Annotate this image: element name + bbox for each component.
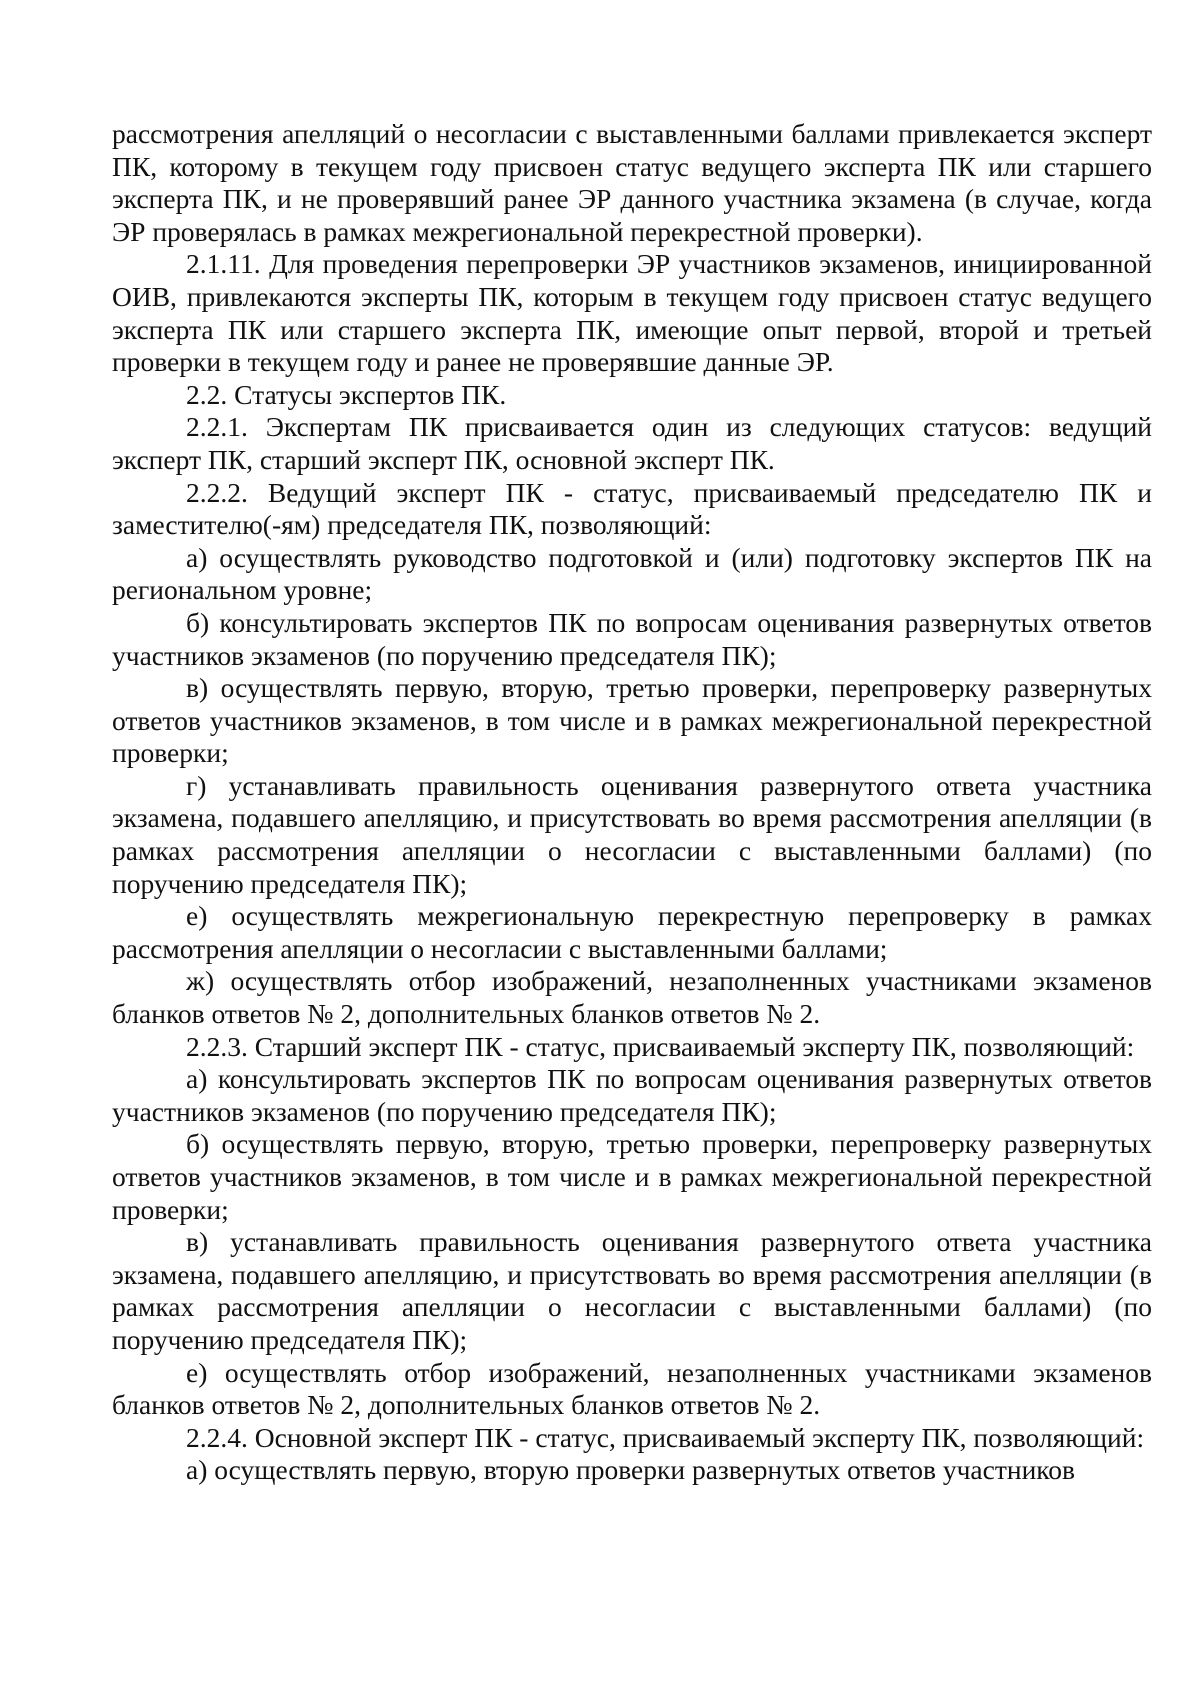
paragraph-2-2-1: 2.2.1. Экспертам ПК присваивается один из следующих статусов: ведущий эксперт ПК, старший эксперт ПК, основной эксперт ПК.: [112, 411, 1152, 475]
list-item-2-2-3-e: е) осуществлять отбор изображений, незаполненных участниками экзаменов бланков ответов № 2, дополнительных бланков ответов № 2.: [112, 1356, 1152, 1421]
list-item-2-2-2-g: г) устанавливать правильность оценивания развернутого ответа участника экзамена, подавшего апелляцию, и присутствовать во время рассмотрения апелляции (в рамках рассмотрения апелляции о несогласии с выставленными баллами) (по поручению председателя ПК);: [112, 769, 1152, 899]
list-item-2-2-2-b: б) консультировать экспертов ПК по вопросам оценивания развернутых ответов участников экзаменов (по поручению председателя ПК);: [112, 606, 1152, 671]
list-item-2-2-2-zh: ж) осуществлять отбор изображений, незаполненных участниками экзаменов бланков ответов № 2, дополнительных бланков ответов № 2.: [112, 965, 1152, 1030]
list-item-2-2-2-e: е) осуществлять межрегиональную перекрестную перепроверку в рамках рассмотрения апелляции о несогласии с выставленными баллами;: [112, 900, 1152, 964]
list-item-2-2-3-a: а) консультировать экспертов ПК по вопросам оценивания развернутых ответов участников экзаменов (по поручению председателя ПК);: [112, 1063, 1152, 1127]
paragraph-2-2-4: 2.2.4. Основной эксперт ПК - статус, присваиваемый эксперту ПК, позволяющий:: [186, 1421, 1145, 1453]
list-item-2-2-3-b: б) осуществлять первую, вторую, третью проверки, перепроверку развернутых ответов участников экзаменов, в том числе и в рамках межрегиональной перекрестной проверки;: [112, 1128, 1152, 1225]
list-item-2-2-2-v: в) осуществлять первую, вторую, третью проверки, перепроверку развернутых ответов участников экзаменов, в том числе и в рамках межрегиональной перекрестной проверки;: [112, 672, 1152, 769]
paragraph-continuation-appeals: рассмотрения апелляций о несогласии с выставленными баллами привлекается эксперт ПК, которому в текущем году присвоен статус ведущего эксперта ПК или старшего эксперта ПК, и не проверявший ранее ЭР данного участника экзамена (в случае, когда ЭР проверялась в рамках межрегиональной перекрестной проверки).: [112, 118, 1152, 247]
document-page: [112, 118, 1152, 1487]
paragraph-2-1-11: 2.1.11. Для проведения перепроверки ЭР участников экзаменов, инициированной ОИВ, привлекаются эксперты ПК, которым в текущем году присвоен статус ведущего эксперта ПК или старшего эксперта ПК, имеющие опыт первой, второй и третьей проверки в текущем году и ранее не проверявшие данные ЭР.: [112, 248, 1152, 378]
paragraph-2-2-heading: 2.2. Статусы экспертов ПК.: [186, 378, 507, 410]
list-item-2-2-2-a: а) осуществлять руководство подготовкой и (или) подготовку экспертов ПК на региональном уровне;: [112, 541, 1152, 606]
list-item-2-2-3-v: в) устанавливать правильность оценивания развернутого ответа участника экзамена, подавшего апелляцию, и присутствовать во время рассмотрения апелляции (в рамках рассмотрения апелляции о несогласии с выставленными баллами) (по поручению председателя ПК);: [112, 1226, 1152, 1355]
list-item-2-2-4-a: а) осуществлять первую, вторую проверки развернутых ответов участников: [186, 1454, 1075, 1486]
paragraph-2-2-3: 2.2.3. Старший эксперт ПК - статус, присваиваемый эксперту ПК, позволяющий:: [186, 1030, 1135, 1062]
paragraph-2-2-2: 2.2.2. Ведущий эксперт ПК - статус, присваиваемый председателю ПК и заместителю(-ям) председателя ПК, позволяющий:: [112, 476, 1152, 541]
